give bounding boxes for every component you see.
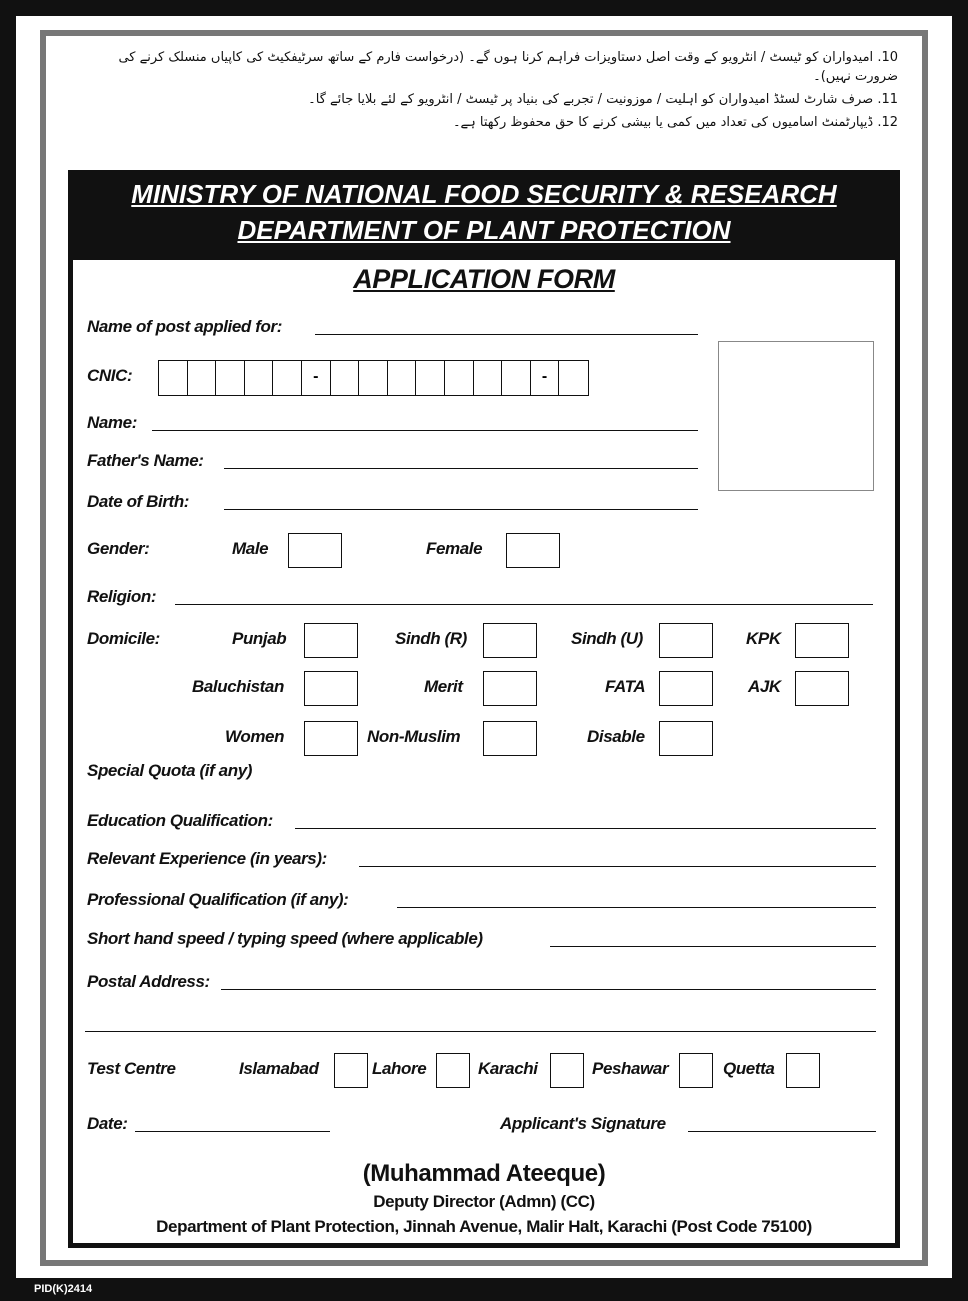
test-centre-label: Test Centre <box>87 1059 176 1078</box>
islamabad-checkbox[interactable] <box>334 1053 368 1088</box>
punjab-label: Punjab <box>232 629 287 648</box>
note-number: 10. <box>877 50 898 65</box>
urdu-notes <box>80 48 898 136</box>
quetta-checkbox[interactable] <box>786 1053 820 1088</box>
department-title: DEPARTMENT OF PLANT PROTECTION <box>237 215 731 245</box>
urdu-note-12 <box>80 113 898 132</box>
women-checkbox[interactable] <box>304 721 358 756</box>
merit-label: Merit <box>424 677 463 696</box>
male-checkbox[interactable] <box>288 533 342 568</box>
lahore-checkbox[interactable] <box>436 1053 470 1088</box>
father-name-field[interactable] <box>224 468 698 469</box>
professional-label: Professional Qualification (if any): <box>87 890 349 909</box>
photo-box <box>718 341 874 491</box>
religion-field[interactable] <box>175 604 873 605</box>
domicile-label: Domicile: <box>87 629 160 648</box>
pid-code: PID(K)2414 <box>34 1283 93 1295</box>
shorthand-label: Short hand speed / typing speed (where applicable) <box>87 929 483 948</box>
sindh-u-checkbox[interactable] <box>659 623 713 658</box>
experience-field[interactable] <box>359 866 876 867</box>
peshawar-checkbox[interactable] <box>679 1053 713 1088</box>
male-label: Male <box>232 539 269 558</box>
urdu-note-11 <box>80 90 898 109</box>
date-label: Date: <box>87 1114 128 1133</box>
urdu-note-10 <box>80 48 898 86</box>
baluchistan-checkbox[interactable] <box>304 671 358 706</box>
office-address: Department of Plant Protection, Jinnah Avenue, Malir Halt, Karachi (Post Code 75100) <box>156 1217 812 1236</box>
dob-label: Date of Birth: <box>87 492 190 511</box>
female-label: Female <box>426 539 483 558</box>
note-number: 12. <box>877 115 898 130</box>
shorthand-field[interactable] <box>550 946 876 947</box>
special-quota-label: Special Quota (if any) <box>87 761 253 780</box>
non-muslim-label: Non-Muslim <box>367 727 461 746</box>
note-text: ڈیپارٹمنٹ اسامیوں کی تعداد میں کمی یا بیشی کرنے کا حق محفوظ رکھتا ہے۔ <box>452 115 874 130</box>
sindh-u-label: Sindh (U) <box>571 629 643 648</box>
peshawar-label: Peshawar <box>592 1059 669 1078</box>
cnic-field[interactable] <box>158 360 589 396</box>
note-text: امیدواران کو ٹیسٹ / انٹرویو کے وقت اصل دستاویزات فراہم کرنا ہوں گے۔ (درخواست فارم کے ساتھ سرٹیفکیٹ کی کاپیاں منسلک کرنے کی ضرورت نہیں)۔ <box>118 50 898 84</box>
lahore-label: Lahore <box>372 1059 427 1078</box>
postal-address-label: Postal Address: <box>87 972 210 991</box>
punjab-checkbox[interactable] <box>304 623 358 658</box>
religion-label: Religion: <box>87 587 157 606</box>
cnic-label: CNIC: <box>87 366 133 385</box>
female-checkbox[interactable] <box>506 533 560 568</box>
note-text: صرف شارٹ لسٹڈ امیدواران کو اہلیت / موزونیت / تجربے کی بنیاد پر ٹیسٹ / انٹرویو کے لئے بلایا جائے گا۔ <box>308 92 874 107</box>
signatory-name: (Muhammad Ateeque) <box>362 1160 606 1187</box>
kpk-label: KPK <box>746 629 781 648</box>
sindh-r-label: Sindh (R) <box>395 629 467 648</box>
merit-checkbox[interactable] <box>483 671 537 706</box>
gender-label: Gender: <box>87 539 150 558</box>
signatory-designation: Deputy Director (Admn) (CC) <box>373 1192 595 1211</box>
fata-label: FATA <box>605 677 646 696</box>
name-field[interactable] <box>152 430 698 431</box>
signature-field[interactable] <box>688 1131 876 1132</box>
disable-checkbox[interactable] <box>659 721 713 756</box>
postal-address-field[interactable] <box>221 989 876 990</box>
karachi-label: Karachi <box>478 1059 538 1078</box>
ajk-checkbox[interactable] <box>795 671 849 706</box>
women-label: Women <box>225 727 285 746</box>
karachi-checkbox[interactable] <box>550 1053 584 1088</box>
name-label: Name: <box>87 413 137 432</box>
disable-label: Disable <box>587 727 645 746</box>
baluchistan-label: Baluchistan <box>192 677 284 696</box>
father-name-label: Father's Name: <box>87 451 204 470</box>
education-field[interactable] <box>295 828 876 829</box>
note-number: 11. <box>877 92 898 107</box>
non-muslim-checkbox[interactable] <box>483 721 537 756</box>
cnic-dash: - <box>531 361 560 395</box>
islamabad-label: Islamabad <box>239 1059 319 1078</box>
post-field[interactable] <box>315 334 698 335</box>
post-label: Name of post applied for: <box>87 317 282 336</box>
cnic-dash: - <box>302 361 331 395</box>
education-label: Education Qualification: <box>87 811 273 830</box>
postal-address-field-2[interactable] <box>85 1031 876 1032</box>
sindh-r-checkbox[interactable] <box>483 623 537 658</box>
form-title: APPLICATION FORM <box>353 264 615 294</box>
ministry-title: MINISTRY OF NATIONAL FOOD SECURITY & RESEARCH <box>131 179 837 209</box>
ajk-label: AJK <box>748 677 781 696</box>
signature-label: Applicant's Signature <box>500 1114 666 1133</box>
dob-field[interactable] <box>224 509 698 510</box>
quetta-label: Quetta <box>723 1059 775 1078</box>
date-field[interactable] <box>135 1131 330 1132</box>
fata-checkbox[interactable] <box>659 671 713 706</box>
professional-field[interactable] <box>397 907 876 908</box>
experience-label: Relevant Experience (in years): <box>87 849 327 868</box>
kpk-checkbox[interactable] <box>795 623 849 658</box>
